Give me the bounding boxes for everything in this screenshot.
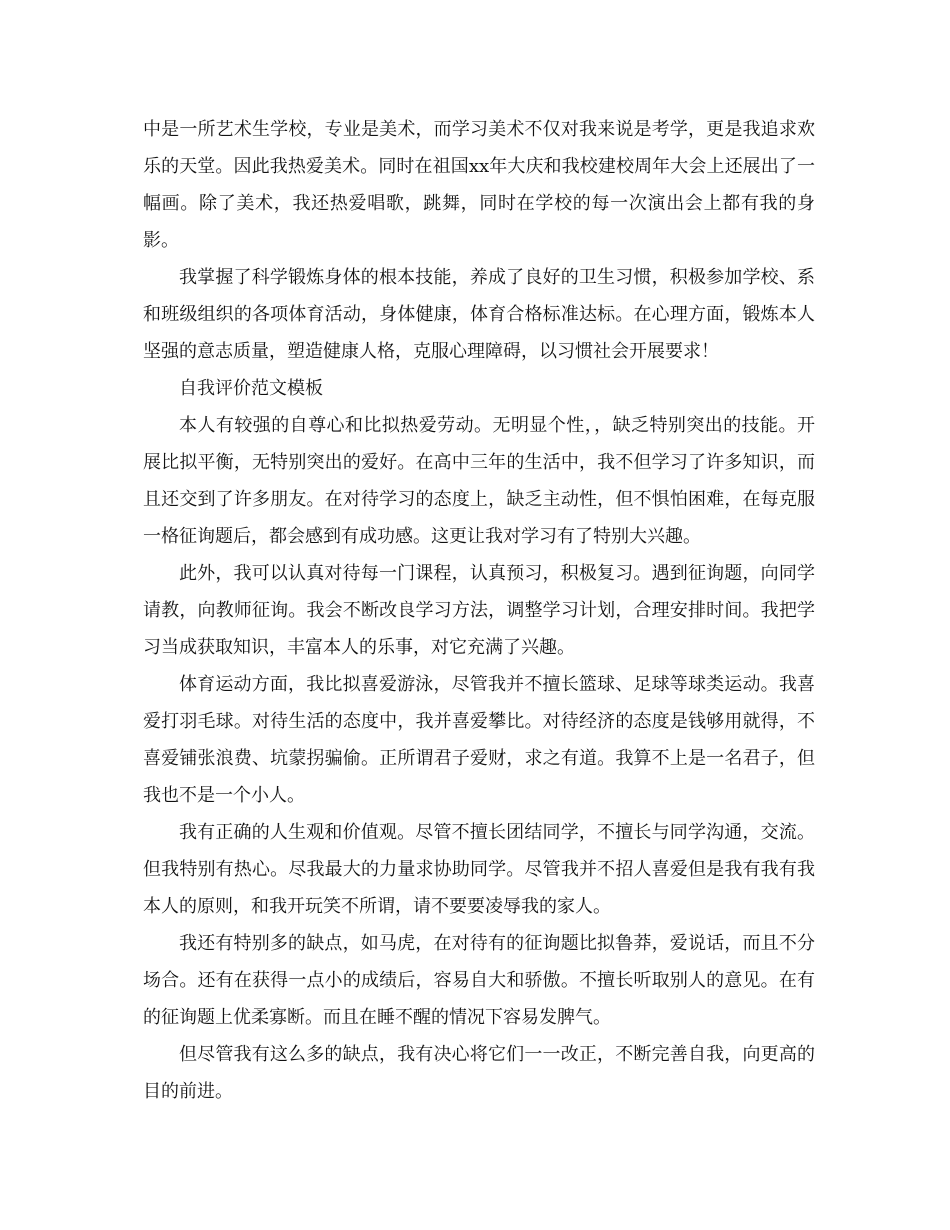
paragraph-5: 体育运动方面，我比拟喜爱游泳，尽管我并不擅长篮球、足球等球类运动。我喜爱打羽毛球。对待生活的态度中，我并喜爱攀比。对待经济的态度是钱够用就得，不喜爱铺张浪费、坑蒙拐骗偷。正所谓君子爱财，求之有道。我算不上是一名君子，但我也不是一个小人。	[143, 674, 815, 806]
document-body	[143, 111, 815, 1110]
paragraph-6: 我有正确的人生观和价值观。尽管不擅长团结同学，不擅长与同学沟通，交流。但我特别有热心。尽我最大的力量求协助同学。尽管我并不招人喜爱但是我有我有我本人的原则，和我开玩笑不所谓，请不要要凌辱我的家人。	[143, 822, 815, 917]
paragraph-1: 中是一所艺术生学校，专业是美术，而学习美术不仅对我来说是考学，更是我追求欢乐的天堂。因此我热爱美术。同时在祖国xx年大庆和我校建校周年大会上还展出了一幅画。除了美术，我还热爱唱歌，跳舞，同时在学校的每一次演出会上都有我的身影。	[143, 119, 815, 251]
paragraph-7: 我还有特别多的缺点，如马虎，在对待有的征询题比拟鲁莽，爱说话，而且不分场合。还有在获得一点小的成绩后，容易自大和骄傲。不擅长听取别人的意见。在有的征询题上优柔寡断。而且在睡不醒的情况下容易发脾气。	[143, 933, 815, 1028]
paragraph-3: 本人有较强的自尊心和比拟热爱劳动。无明显个性，，缺乏特别突出的技能。开展比拟平衡，无特别突出的爱好。在高中三年的生活中，我不但学习了许多知识，而且还交到了许多朋友。在对待学习的态度上，缺乏主动性，但不惧怕困难，在每克服一格征询题后，都会感到有成功感。这更让我对学习有了特别大兴趣。	[143, 415, 815, 547]
paragraph-8: 但尽管我有这么多的缺点，我有决心将它们一一改正，不断完善自我，向更高的目的前进。	[143, 1044, 815, 1102]
paragraph-2: 我掌握了科学锻炼身体的根本技能，养成了良好的卫生习惯，积极参加学校、系和班级组织的各项体育活动，身体健康，体育合格标准达标。在心理方面，锻炼本人坚强的意志质量，塑造健康人格，克服心理障碍，以习惯社会开展要求！	[143, 267, 815, 362]
section-heading: 自我评价范文模板	[179, 378, 323, 399]
paragraph-4: 此外，我可以认真对待每一门课程，认真预习，积极复习。遇到征询题，向同学请教，向教师征询。我会不断改良学习方法，调整学习计划，合理安排时间。我把学习当成获取知识，丰富本人的乐事，对它充满了兴趣。	[143, 563, 815, 658]
